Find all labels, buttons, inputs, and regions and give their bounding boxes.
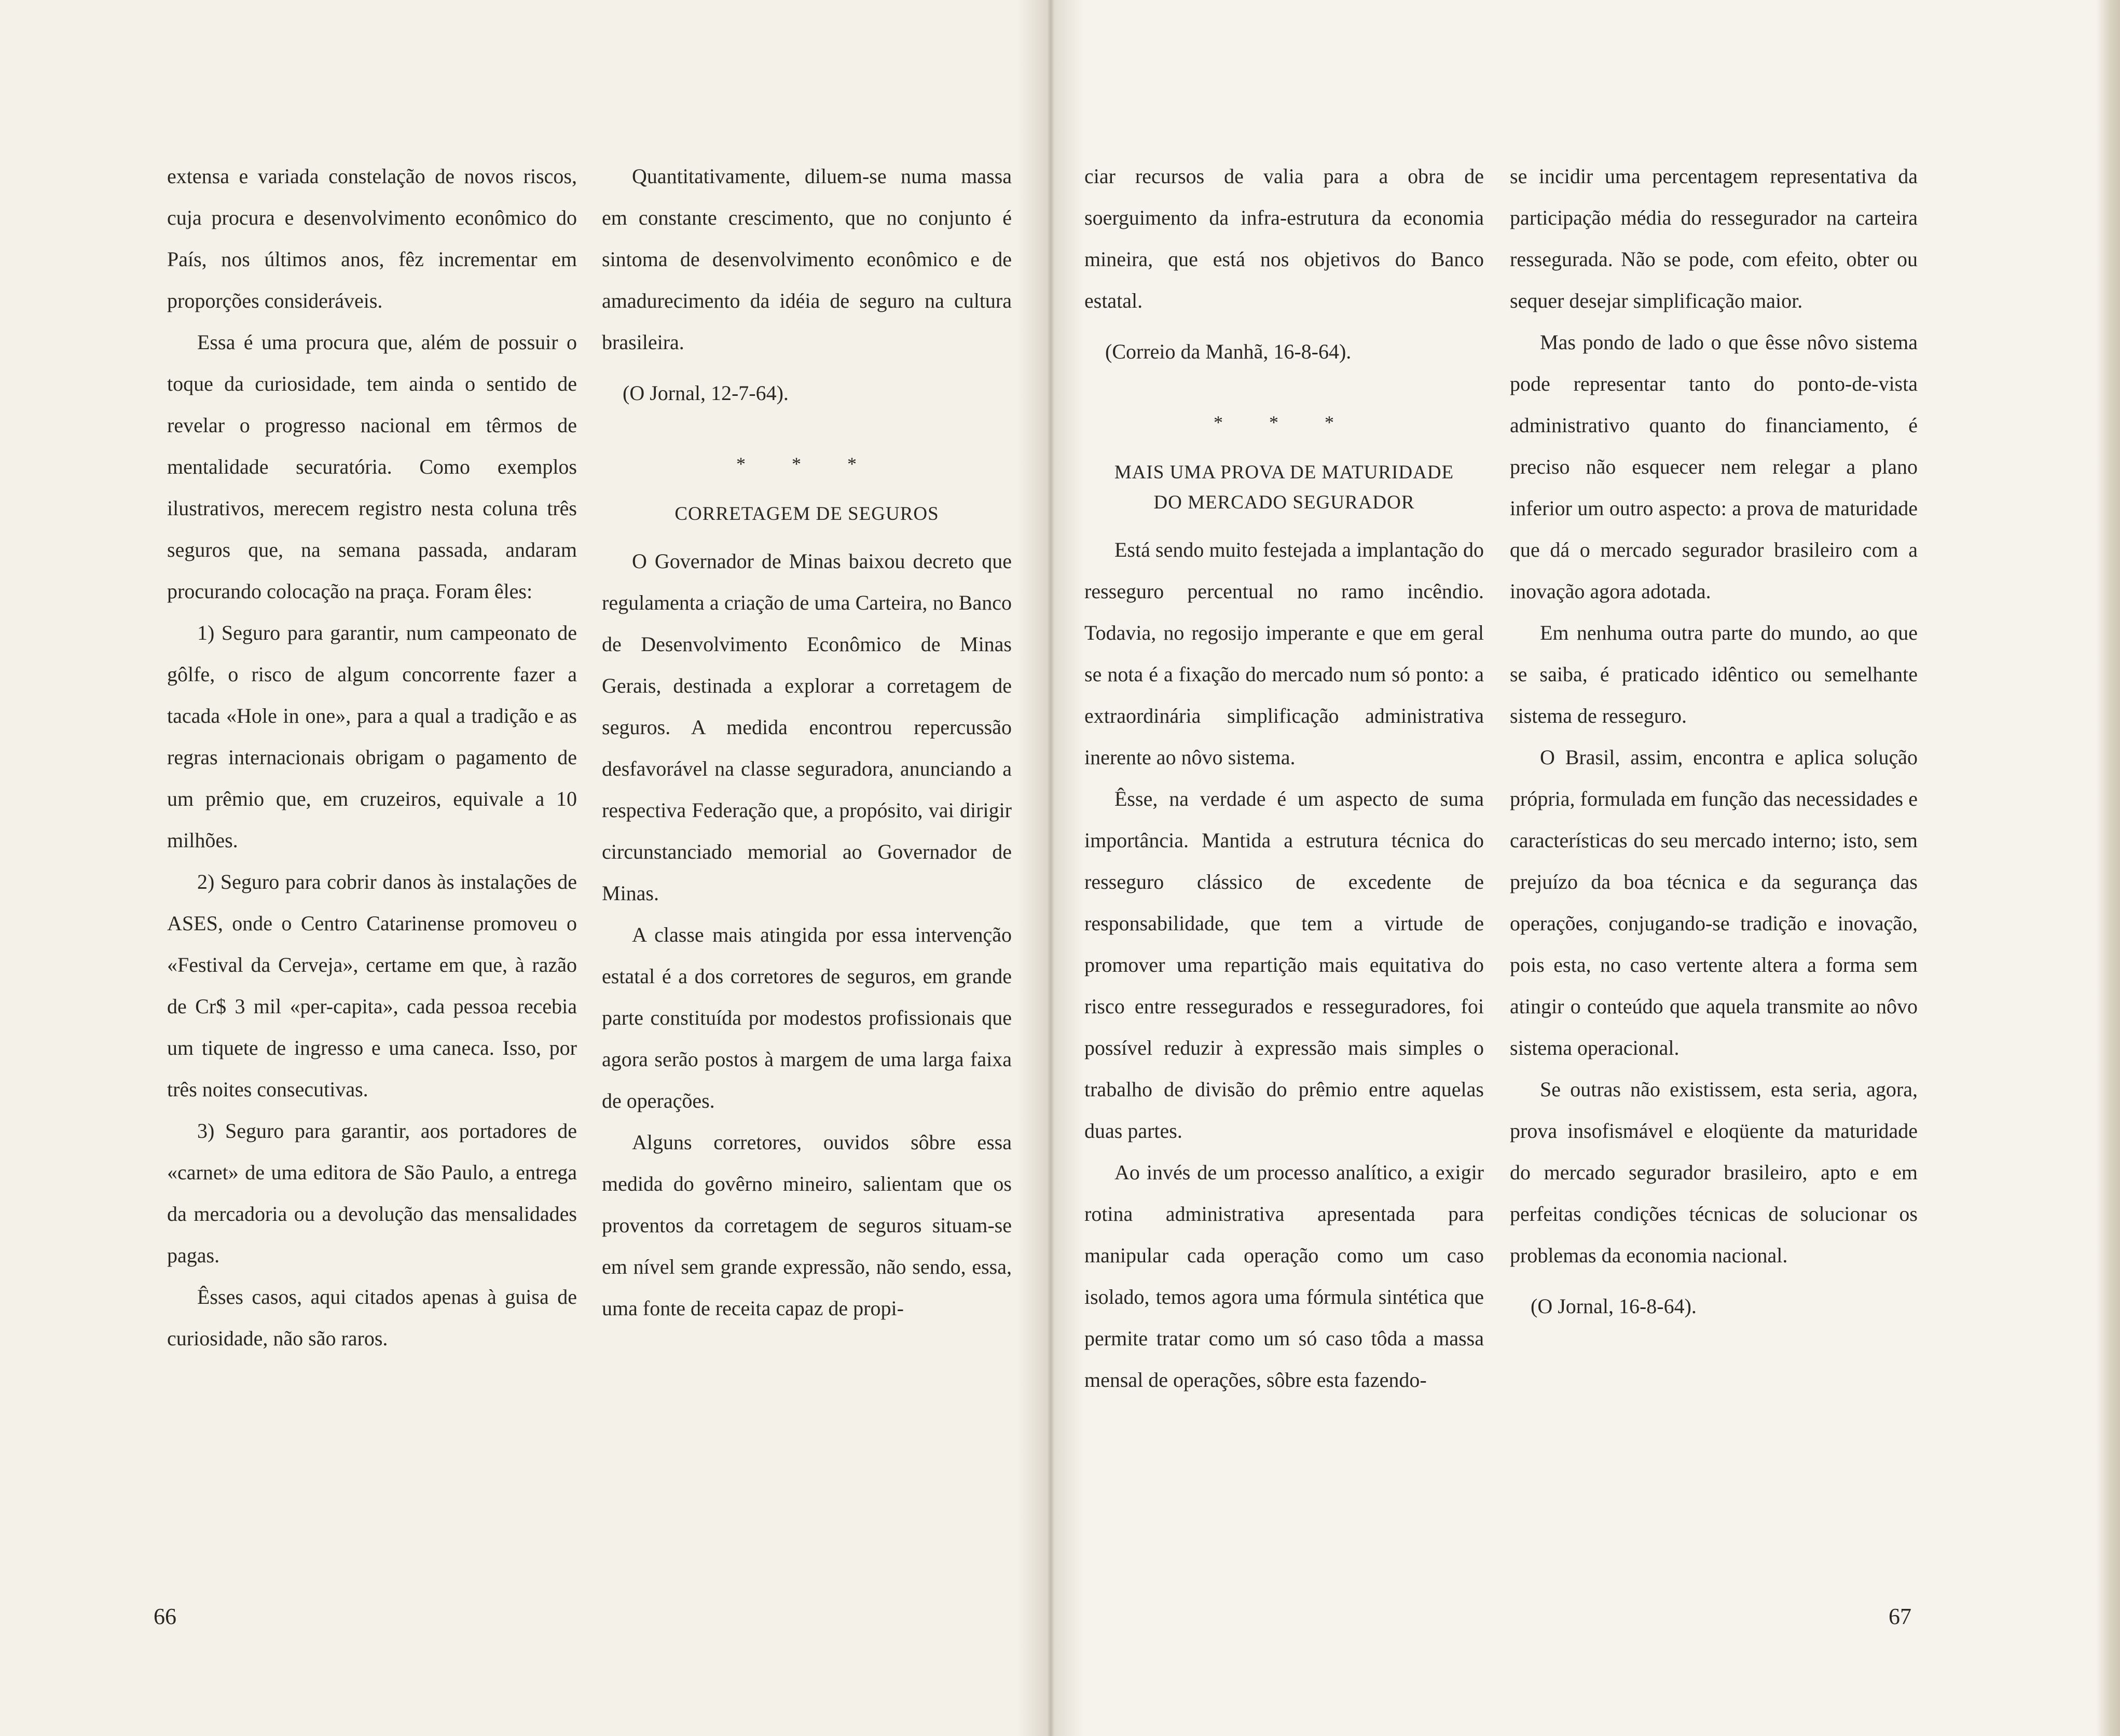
paragraph: Êsses casos, aqui citados apenas à guisa de curiosidade, não são raros. [167, 1285, 577, 1350]
book-gutter [1017, 0, 1084, 1736]
paragraph: Êsse, na verdade é um aspecto de suma importância. Mantida a estrutura técnica do resseguro clássico de excedente de responsabilidade, que tem a virtude de promover uma repartição mais equitativa do risco entre ressegurados e resseguradores, foi possível reduzir à expressão mais simples o trabalho de divisão do prêmio entre aquelas duas partes. [1084, 787, 1484, 1142]
paragraph: ciar recursos de valia para a obra de soerguimento da infra-estrutura da economia mineira, que está nos objetivos do Banco estatal. [1084, 164, 1484, 312]
page-number: 66 [154, 1604, 176, 1629]
page-number: 67 [1889, 1604, 1911, 1629]
heading-line: DO MERCADO SEGURADOR [1153, 492, 1415, 513]
paragraph: Alguns corretores, ouvidos sôbre essa medida do govêrno mineiro, salientam que os proventos da corretagem de seguros situam-se em nível sem grande expressão, não sendo, essa, uma fonte de receita capaz de propi- [602, 1131, 1012, 1320]
source-citation: (Correio da Manhã, 16-8-64). [1105, 340, 1352, 363]
page-edge-shadow [2096, 0, 2120, 1736]
paragraph: Essa é uma procura que, além de possuir o toque da curiosidade, tem ainda o sentido de revelar o progresso nacional em têrmos de mentalidade securatória. Como exemplos ilustrativos, merecem registro nesta coluna três seguros que, na semana passada, andaram procurando colocação na praça. Foram êles: [167, 330, 577, 603]
article-heading [1084, 458, 1484, 518]
heading-line: MAIS UMA PROVA DE MATURIDADE [1114, 462, 1454, 483]
section-separator: * * * [1214, 412, 1355, 433]
left-page-column-2 [602, 156, 1012, 1329]
paragraph: Se outras não existissem, esta seria, agora, prova insofismável e eloqüente da maturidade do mercado segurador brasileiro, apto e em perfeitas condições técnicas de solucionar os problemas da economia nacional. [1510, 1078, 1918, 1267]
left-page-column-1 [167, 156, 577, 1359]
source-citation: (O Jornal, 12-7-64). [623, 381, 789, 405]
section-separator: * * * [736, 453, 877, 474]
source-citation: (O Jornal, 16-8-64). [1531, 1294, 1697, 1318]
article-heading: CORRETAGEM DE SEGUROS [674, 503, 939, 525]
paragraph: extensa e variada constelação de novos riscos, cuja procura e desenvolvimento econômico do País, nos últimos anos, fêz incrementar em proporções consideráveis. [167, 164, 577, 312]
paragraph: Está sendo muito festejada a implantação do resseguro percentual no ramo incêndio. Todavia, no regosijo imperante e que em geral se nota é a fixação do mercado num só ponto: a extraordinária simplificação administrativa inerente ao nôvo sistema. [1084, 538, 1484, 769]
list-item: 2) Seguro para cobrir danos às instalações de ASES, onde o Centro Catarinense promoveu o «Festival da Cerveja», certame em que, à razão de Cr$ 3 mil «per-capita», cada pessoa recebia um tiquete de ingresso e uma caneca. Isso, por três noites consecutivas. [167, 870, 577, 1101]
paragraph: Ao invés de um processo analítico, a exigir rotina administrativa apresentada para manipular cada operação como um caso isolado, temos agora uma fórmula sintética que permite tratar como um só caso tôda a massa mensal de operações, sôbre esta fazendo- [1084, 1161, 1484, 1391]
paragraph: se incidir uma percentagem representativa da participação média do ressegurador na carteira ressegurada. Não se pode, com efeito, obter ou sequer desejar simplificação maior. [1510, 164, 1918, 312]
left-page [0, 0, 1048, 1736]
right-page-column-2 [1510, 156, 1918, 1327]
paragraph: Quantitativamente, diluem-se numa massa em constante crescimento, que no conjunto é sintoma de desenvolvimento econômico e de amadurecimento da idéia de seguro na cultura brasileira. [602, 164, 1012, 354]
list-item: 1) Seguro para garantir, num campeonato de gôlfe, o risco de algum concorrente fazer a tacada «Hole in one», para a qual a tradição e as regras internacionais obrigam o pagamento de um prêmio que, em cruzeiros, equivale a 10 milhões. [167, 621, 577, 852]
list-item: 3) Seguro para garantir, aos portadores de «carnet» de uma editora de São Paulo, a entrega da mercadoria ou a devolução das mensalidades pagas. [167, 1119, 577, 1267]
paragraph: Mas pondo de lado o que êsse nôvo sistema pode representar tanto do ponto-de-vista administrativo quanto do financiamento, é preciso não esquecer nem relegar a plano inferior um outro aspecto: a prova de maturidade que dá o mercado segurador brasileiro com a inovação agora adotada. [1510, 330, 1918, 603]
paragraph: A classe mais atingida por essa intervenção estatal é a dos corretores de seguros, em grande parte constituída por modestos profissionais que agora serão postos à margem de uma larga faixa de operações. [602, 923, 1012, 1112]
right-page-column-1 [1084, 156, 1484, 1401]
paragraph: O Governador de Minas baixou decreto que regulamenta a criação de uma Carteira, no Banco de Desenvolvimento Econômico de Minas Gerais, destinada a explorar a corretagem de seguros. A medida encontrou repercussão desfavorável na classe seguradora, anunciando a respectiva Federação que, a propósito, vai dirigir circunstanciado memorial ao Governador de Minas. [602, 549, 1012, 905]
paragraph: Em nenhuma outra parte do mundo, ao que se saiba, é praticado idêntico ou semelhante sistema de resseguro. [1510, 621, 1918, 727]
paragraph: O Brasil, assim, encontra e aplica solução própria, formulada em função das necessidades e características do seu mercado interno; isto, sem prejuízo da boa técnica e da segurança das operações, conjugando-se tradição e inovação, pois esta, no caso vertente altera a forma sem atingir o conteúdo que aquela transmite ao nôvo sistema operacional. [1510, 746, 1918, 1059]
